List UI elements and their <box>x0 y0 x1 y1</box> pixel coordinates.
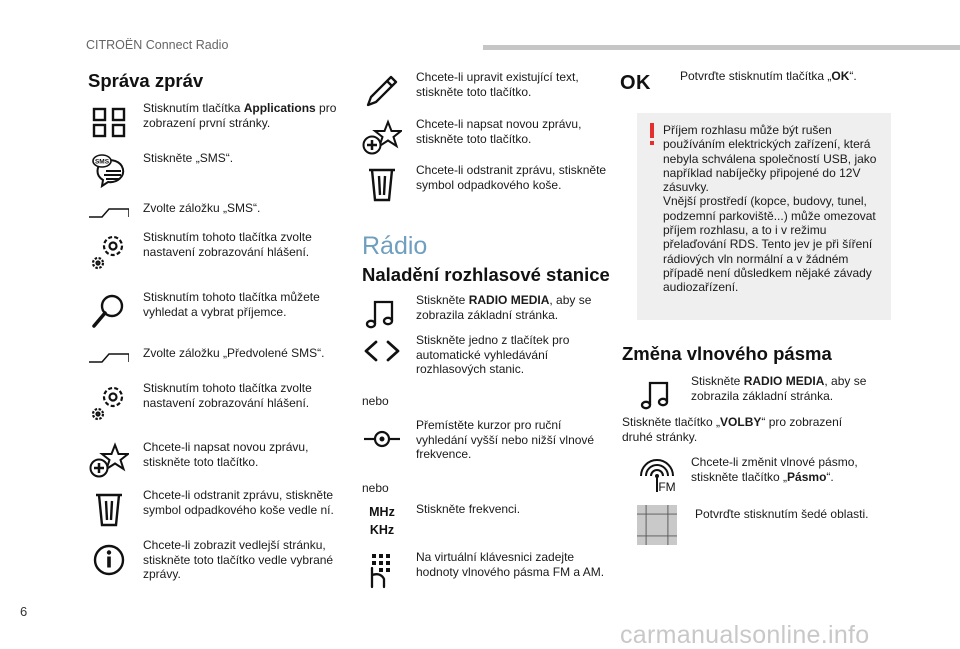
step-text: Stisknutím tohoto tlačítka můžete vyhledat a vybrat příjemce. <box>143 290 320 319</box>
step-new-message <box>89 440 344 481</box>
settings-gear-icon <box>89 231 129 271</box>
section-heading-band: Změna vlnového pásma <box>622 343 832 364</box>
step-text: Zvolte záložku „Předvolené SMS“. <box>143 346 325 360</box>
step-band <box>637 455 887 496</box>
watermark: carmanualsonline.info <box>620 621 870 649</box>
trash-icon <box>362 164 402 204</box>
step-text: Stisknutím tlačítka Applications pro zobrazení první stránky. <box>143 101 337 130</box>
warning-exclamation-icon <box>647 123 657 147</box>
step-text: Stiskněte jedno z tlačítek pro automatické vyhledávání rozhlasových stanic. <box>416 333 570 376</box>
step-radio-media <box>637 374 887 415</box>
or-label: nebo <box>362 394 389 408</box>
music-note-icon <box>637 375 677 415</box>
or-label: nebo <box>362 481 389 495</box>
svg-text:SMS: SMS <box>94 158 110 166</box>
step-info <box>89 538 344 582</box>
step-text: Potvrďte stisknutím šedé oblasti. <box>695 507 869 521</box>
keypad-hand-icon <box>362 551 402 591</box>
tab-icon <box>89 342 129 382</box>
step-text: Zvolte záložku „SMS“. <box>143 201 261 215</box>
step-text: Chcete-li odstranit zprávu, stiskněte symbol odpadkového koše. <box>416 163 607 192</box>
step-text: Přemístěte kurzor pro ruční vyhledání vyšší nebo nižší vlnové frekvence. <box>416 418 595 461</box>
step-text: Stisknutím tohoto tlačítka zvolte nastavení zobrazování hlášení. <box>143 230 312 259</box>
sms-icon <box>89 150 129 190</box>
step-text: Stisknutím tohoto tlačítka zvolte nastavení zobrazování hlášení. <box>143 381 312 410</box>
header-rule <box>483 45 960 50</box>
section-heading-messages: Správa zpráv <box>88 70 204 91</box>
pencil-icon <box>362 71 402 111</box>
step-new-message <box>362 117 612 158</box>
add-favorite-icon <box>362 118 402 158</box>
step-settings-1 <box>89 230 344 271</box>
step-ok <box>620 67 880 108</box>
step-text: Stiskněte frekvenci. <box>416 502 521 516</box>
header-title: CITROËN Connect Radio <box>86 38 229 52</box>
step-grey-area <box>637 505 887 549</box>
chevrons-icon <box>362 334 402 374</box>
section-heading-tuning: Naladění rozhlasové stanice <box>362 264 610 285</box>
step-seek <box>362 333 612 377</box>
step-text: Chcete-li napsat novou zprávu, stiskněte toto tlačítko. <box>416 117 582 146</box>
step-cursor <box>362 418 612 462</box>
ok-button-icon: OK <box>620 72 651 94</box>
step-search <box>89 290 344 331</box>
step-settings-2 <box>89 381 344 422</box>
step-sms <box>89 149 344 190</box>
volby-text: Stiskněte tlačítko „VOLBY“ pro zobrazení druhé stránky. <box>622 415 843 444</box>
radio-title: Rádio <box>362 232 428 260</box>
step-text: Chcete-li upravit existující text, stiskněte toto tlačítko. <box>416 70 579 99</box>
settings-gear-icon <box>89 382 129 422</box>
info-icon <box>89 539 129 579</box>
step-applications <box>89 101 344 142</box>
search-icon <box>89 291 129 331</box>
step-delete-message <box>362 163 612 204</box>
step-frequency <box>362 502 612 543</box>
add-favorite-icon <box>89 441 129 481</box>
music-note-icon <box>362 294 402 334</box>
step-text: Chcete-li odstranit zprávu, stiskněte symbol odpadkového koše vedle ní. <box>143 488 334 517</box>
step-text: Stiskněte RADIO MEDIA, aby se zobrazila základní stránka. <box>416 293 592 322</box>
cursor-slider-icon <box>362 419 402 459</box>
warning-text: Příjem rozhlasu může být rušen používáním elektrických zařízení, která nebyla schválena společností USB, jako například nabíječky připojené do 12V zásuvky. Vnější prostředí (kopce, budovy, tunel, podzemní parkoviště...) může omezovat příjem rozhlasu, a to i v režimu přelaďování RDS. Tento jev je při šíření rádiových vln normální a v žádném případě není důsledkem nějaké závady audiozařízení. <box>663 123 877 295</box>
step-text: Na virtuální klávesnici zadejte hodnoty vlnového pásma FM a AM. <box>416 550 605 579</box>
frequency-unit-icon: MHz KHz <box>369 505 395 537</box>
step-tab-preset <box>89 341 344 382</box>
step-radio-media <box>362 293 612 334</box>
step-text: Chcete-li zobrazit vedlejší stránku, stiskněte toto tlačítko vedle vybrané zprávy. <box>143 538 334 581</box>
step-text: Chcete-li napsat novou zprávu, stiskněte toto tlačítko. <box>143 440 309 469</box>
fm-band-icon <box>637 456 677 496</box>
page-number: 6 <box>20 604 28 619</box>
step-keypad <box>362 550 612 591</box>
svg-text:FM: FM <box>658 480 676 494</box>
step-delete-message <box>89 488 344 529</box>
trash-icon <box>89 489 129 529</box>
applications-grid-icon <box>89 102 129 142</box>
step-edit-text <box>362 70 612 111</box>
step-text: Potvrďte stisknutím tlačítka „OK“. <box>680 69 857 83</box>
grey-area-icon <box>637 505 681 549</box>
step-text: Chcete-li změnit vlnové pásmo, stiskněte tlačítko „Pásmo“. <box>691 455 858 484</box>
step-text: Stiskněte „SMS“. <box>143 151 234 165</box>
step-text: Stiskněte RADIO MEDIA, aby se zobrazila základní stránka. <box>691 374 867 403</box>
warning-box <box>637 113 891 320</box>
